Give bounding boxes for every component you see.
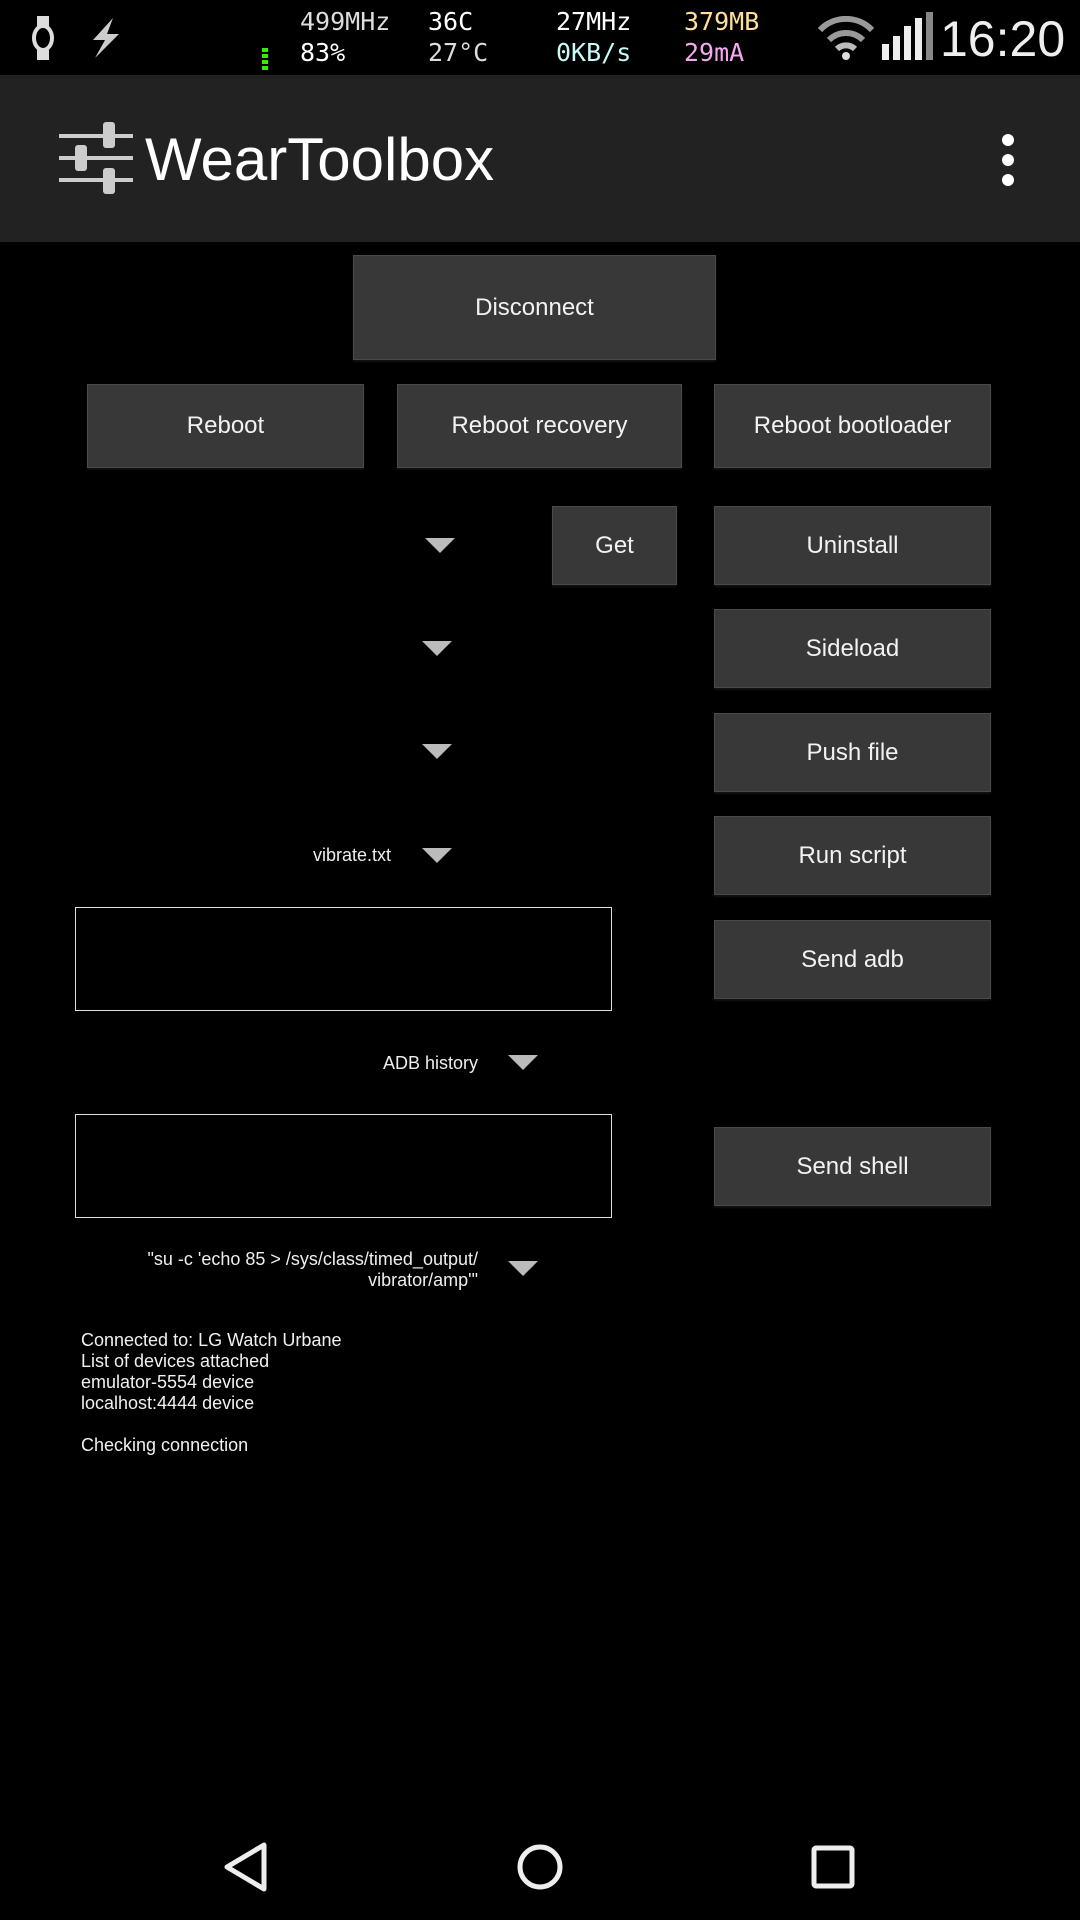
log-line: emulator-5554 device bbox=[81, 1372, 255, 1392]
wifi-icon bbox=[818, 16, 874, 60]
reboot-button[interactable]: Reboot bbox=[87, 384, 364, 468]
signal-icon bbox=[882, 12, 934, 60]
reboot-recovery-button[interactable]: Reboot recovery bbox=[397, 384, 682, 468]
dropdown-arrow-icon bbox=[425, 538, 455, 553]
send-adb-button[interactable]: Send adb bbox=[714, 920, 991, 999]
dropdown-arrow-icon bbox=[422, 744, 452, 759]
flash-icon bbox=[85, 16, 125, 60]
sliders-icon bbox=[59, 120, 133, 196]
connection-log bbox=[81, 1330, 341, 1456]
dropdown-arrow-icon bbox=[508, 1055, 538, 1070]
clock: 16:20 bbox=[940, 11, 1066, 67]
reboot-bootloader-button[interactable]: Reboot bootloader bbox=[714, 384, 991, 468]
shell-command-input[interactable] bbox=[75, 1114, 612, 1218]
adb-history-spinner[interactable] bbox=[300, 1038, 550, 1088]
disconnect-button[interactable]: Disconnect bbox=[353, 255, 716, 360]
gpu-freq: 27MHz bbox=[556, 7, 632, 36]
shell-history-spinner[interactable] bbox=[100, 1245, 550, 1295]
file-spinner[interactable] bbox=[80, 726, 470, 776]
adb-history-label: ADB history bbox=[382, 1053, 478, 1073]
current: 29mA bbox=[684, 38, 745, 67]
navigation-bar bbox=[0, 1800, 1080, 1920]
log-line: localhost:4444 device bbox=[81, 1393, 255, 1413]
log-line: Connected to: LG Watch Urbane bbox=[81, 1330, 342, 1350]
cpu-temp: 36C bbox=[428, 7, 474, 36]
battery-level: 83% bbox=[300, 38, 346, 67]
log-line: Checking connection bbox=[81, 1435, 249, 1455]
sideload-button[interactable]: Sideload bbox=[714, 609, 991, 688]
back-button[interactable] bbox=[222, 1842, 270, 1892]
script-spinner-value: vibrate.txt bbox=[312, 845, 391, 865]
battery-temp: 27°C bbox=[428, 38, 489, 67]
status-bar bbox=[0, 0, 1080, 75]
shell-history-line: "su -c 'echo 85 > /sys/class/timed_output/ bbox=[147, 1249, 478, 1269]
adb-command-input[interactable] bbox=[75, 907, 612, 1011]
run-script-button[interactable]: Run script bbox=[714, 816, 991, 895]
net-speed: 0KB/s bbox=[556, 38, 632, 67]
home-button[interactable] bbox=[516, 1843, 564, 1891]
shell-history-value bbox=[148, 1249, 479, 1291]
uninstall-button[interactable]: Uninstall bbox=[714, 506, 991, 585]
watch-icon bbox=[32, 16, 54, 60]
script-spinner[interactable] bbox=[80, 830, 470, 880]
recents-button[interactable] bbox=[811, 1845, 855, 1889]
dropdown-arrow-icon bbox=[508, 1261, 538, 1276]
dropdown-arrow-icon bbox=[422, 641, 452, 656]
apk-spinner[interactable] bbox=[80, 623, 470, 673]
cpu-bar bbox=[262, 48, 268, 72]
shell-history-line: vibrator/amp'" bbox=[368, 1270, 478, 1290]
dropdown-arrow-icon bbox=[422, 848, 452, 863]
overflow-menu-button[interactable] bbox=[990, 130, 1026, 190]
send-shell-button[interactable]: Send shell bbox=[714, 1127, 991, 1206]
log-line: List of devices attached bbox=[81, 1351, 270, 1371]
overflow-menu-icon bbox=[990, 130, 1026, 190]
get-button[interactable]: Get bbox=[552, 506, 677, 585]
cpu-freq: 499MHz bbox=[300, 7, 391, 36]
log-line bbox=[81, 1414, 341, 1435]
push-file-button[interactable]: Push file bbox=[714, 713, 991, 792]
package-spinner[interactable] bbox=[80, 520, 470, 570]
app-title: WearToolbox bbox=[145, 126, 495, 193]
app-bar bbox=[0, 75, 1080, 242]
memory: 379MB bbox=[684, 7, 760, 36]
